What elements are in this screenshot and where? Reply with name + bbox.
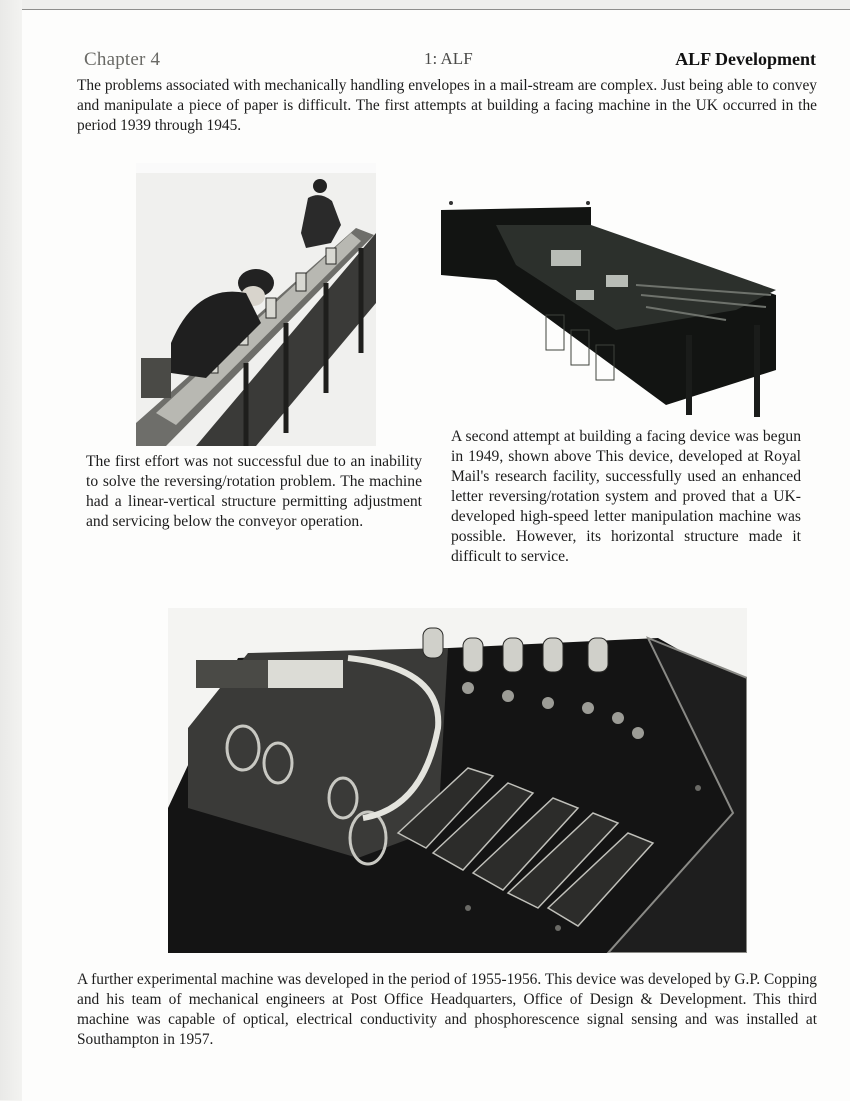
first-machine-illustration <box>136 163 376 446</box>
section-title: ALF Development <box>675 49 816 69</box>
page-header <box>84 49 816 73</box>
closing-paragraph: A further experimental machine was developed in the period of 1955-1956. This device was developed by G.P. Copping and his team of mechanical engineers at Post Office Headquarters, Office of Design & Development. This third machine was capable of optical, electrical conductivity and phosphorescence signal sensing and was installed at Southampton in 1957. <box>77 971 817 1048</box>
section-number: 1: ALF <box>424 49 473 68</box>
scan-edge-left <box>0 0 23 1100</box>
second-machine-photo <box>436 195 782 420</box>
second-machine-illustration <box>436 195 782 420</box>
second-machine-caption: A second attempt at building a facing device was begun in 1949, shown above This device, developed at Royal Mail's research facility, successfully used an enhanced letter reversing/rotation system and proved that a UK-developed high-speed letter manipulation machine was possible. However, its horizontal structure made it difficult to service. <box>451 428 801 565</box>
scan-strip-top <box>22 0 850 9</box>
chapter-label: Chapter 4 <box>84 49 161 70</box>
third-machine-photo <box>168 608 747 953</box>
first-machine-caption: The first effort was not successful due to an inability to solve the reversing/rotation problem. The machine had a linear-vertical structure permitting adjustment and servicing below the conveyor operation. <box>86 453 422 530</box>
first-machine-photo <box>136 163 376 446</box>
intro-paragraph: The problems associated with mechanically handling envelopes in a mail-stream are complex. Just being able to convey and manipulate a piece of paper is difficult. The first attempts at building a facing machine in the UK occurred in the period 1939 through 1945. <box>77 77 817 134</box>
third-machine-illustration <box>168 608 747 953</box>
